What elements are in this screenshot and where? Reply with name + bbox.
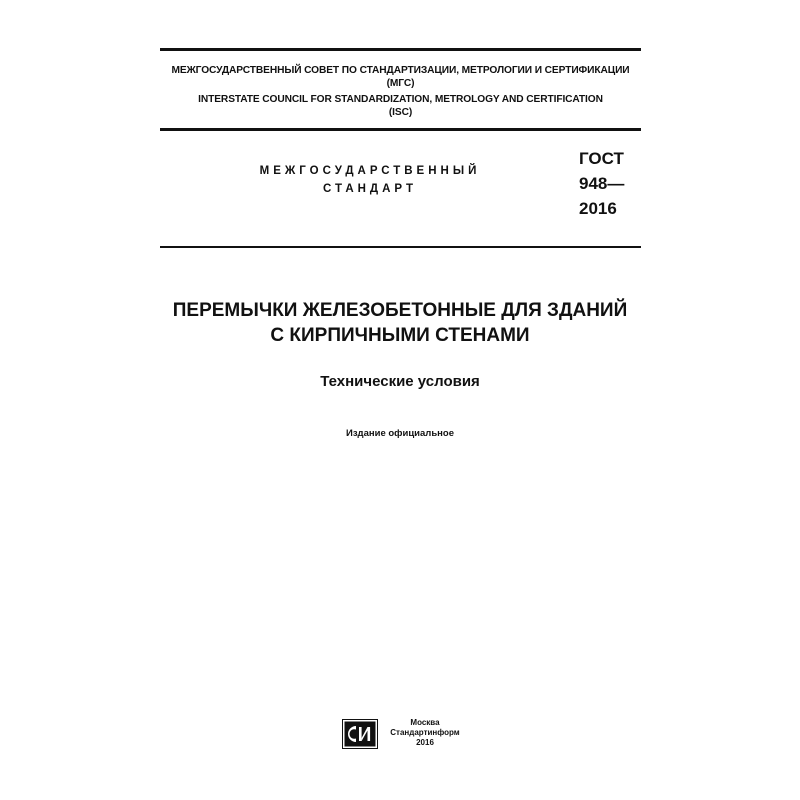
document-subtitle: Технические условия (320, 373, 480, 390)
gost-year: 2016 (579, 199, 617, 218)
standartinform-logo-icon (342, 719, 378, 749)
gost-label: ГОСТ (579, 149, 624, 168)
council-en-abbr: (ISC) (388, 107, 413, 118)
publisher-year: 2016 (416, 738, 434, 747)
council-ru-block (160, 64, 641, 90)
document-title-line2: С КИРПИЧНЫМИ СТЕНАМИ (270, 325, 530, 346)
header-divider (160, 128, 641, 131)
document-title-line1: ПЕРЕМЫЧКИ ЖЕЛЕЗОБЕТОННЫЕ ДЛЯ ЗДАНИЙ (172, 300, 628, 321)
gost-number: 948— (579, 174, 625, 193)
standard-kind-line1: МЕЖГОСУДАРСТВЕННЫЙ (259, 165, 481, 177)
standard-divider (160, 246, 641, 248)
council-en-block (160, 93, 641, 119)
edition-note: Издание официальное (346, 428, 454, 439)
council-ru-abbr: (МГС) (386, 78, 415, 89)
council-ru-name: МЕЖГОСУДАРСТВЕННЫЙ СОВЕТ ПО СТАНДАРТИЗАЦИИ, МЕТРОЛОГИИ И СЕРТИФИКАЦИИ (171, 65, 630, 76)
top-rule (160, 48, 641, 51)
publisher-city: Москва (410, 718, 440, 727)
council-en-name: INTERSTATE COUNCIL FOR STANDARDIZATION, METROLOGY AND CERTIFICATION (198, 94, 603, 105)
standard-kind-line2: СТАНДАРТ (323, 183, 417, 195)
publisher-name: Стандартинформ (390, 728, 460, 737)
